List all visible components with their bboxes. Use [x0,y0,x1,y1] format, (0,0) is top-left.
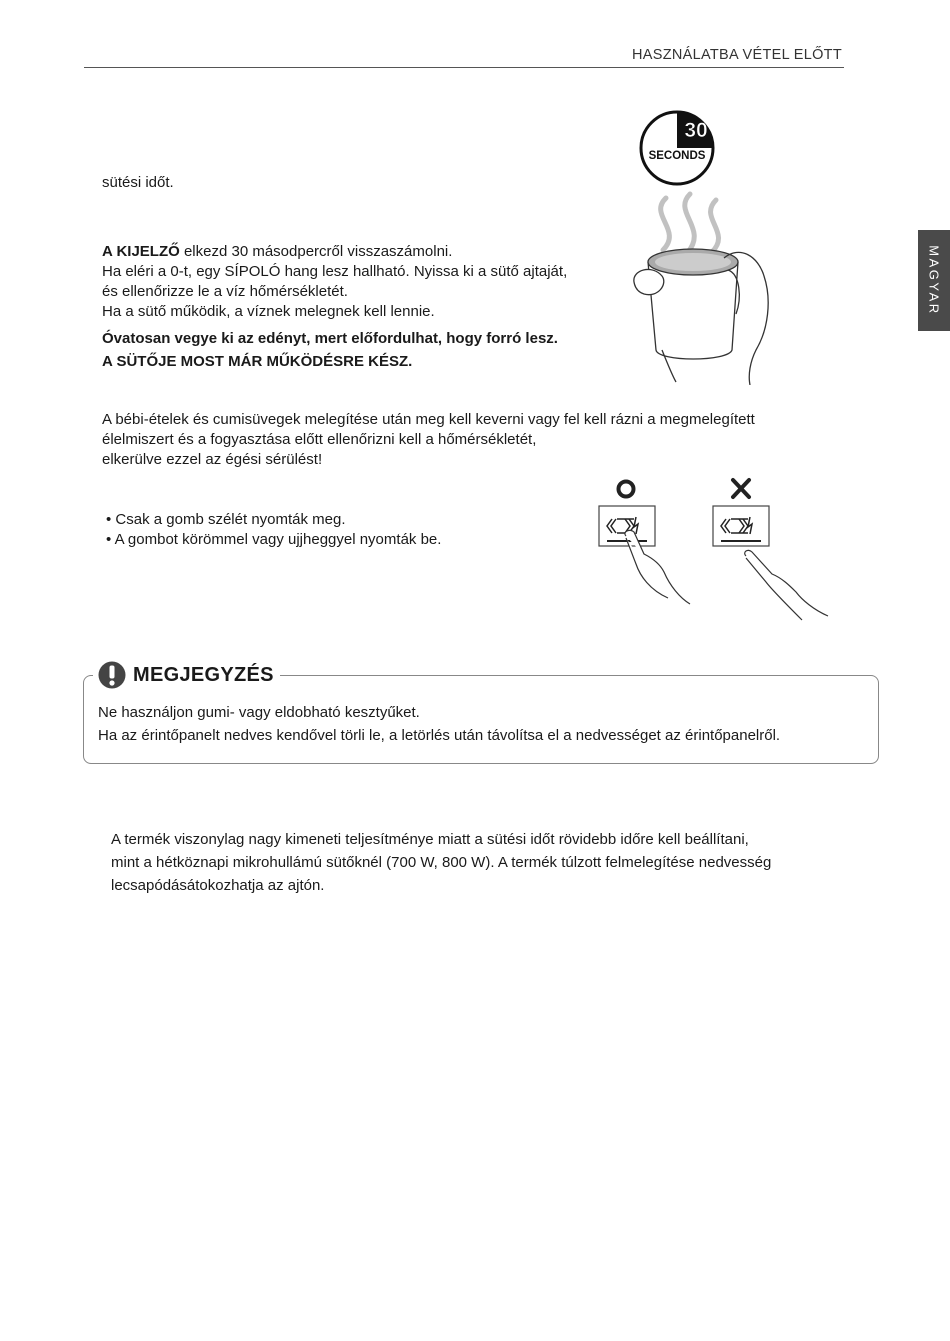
note-header [93,660,280,690]
oven-ready-text: A SÜTŐJE MOST MÁR MŰKÖDÉSRE KÉSZ. [102,353,413,370]
section3-line2: élelmiszert és a fogyasztása előtt ellenőrizni kell a hőmérsékletét, [102,431,537,448]
note-body [98,701,868,747]
timer-number: 30 [684,119,708,142]
correct-mark-icon [619,482,634,497]
incorrect-mark-icon [733,480,749,497]
exclamation-icon [97,660,127,690]
display-label: A KIJELZŐ [102,243,180,260]
bullet-list [106,510,441,550]
section2-line3: és ellenőrizze le a víz hőmérsékletét. [102,283,348,300]
header-divider [84,67,844,68]
note-line1: Ne használjon gumi- vagy eldobható kesztyűket. [98,704,420,721]
section2-line2: Ha eléri a 0-t, egy SÍPOLÓ hang lesz hallható. Nyissa ki a sütő ajtaját, [102,263,568,280]
timer-label: SECONDS [648,150,706,162]
page-header-title: HASZNÁLATBA VÉTEL ELŐTT [632,47,842,63]
note-title: MEGJEGYZÉS [133,663,274,686]
hot-dish-warning: Óvatosan vegye ki az edényt, mert előfordulhat, hogy forró lesz. [102,330,558,347]
section2-line4: Ha a sütő működik, a víznek melegnek kell lennie. [102,303,435,320]
language-side-tab [918,230,950,331]
section4-block [111,828,871,897]
section2-line1 [102,242,622,262]
section3-block [102,410,842,470]
bullet-item: • Csak a gomb szélét nyomták meg. [106,511,346,528]
section4-line1: A termék viszonylag nagy kimeneti teljesítménye miatt a sütési időt rövidebb időre kell beállítani, [111,831,749,848]
section3-line1: A bébi-ételek és cumisüvegek melegítése után meg kell keverni vagy fel kell rázni a megmelegített [102,411,755,428]
language-tab-label: MAGYAR [926,245,942,316]
section4-line3: lecsapódásátokozhatja az ajtón. [111,877,325,894]
hot-cup-hand-illustration [628,190,776,385]
timer-30-seconds-icon [636,106,722,188]
section2-block [102,242,622,372]
note-line2: Ha az érintőpanelt nedves kendővel törli le, a letörlés után távolítsa el a nedvességet az érintőpanelről. [98,727,781,744]
button-press-illustration [592,474,842,626]
bullet-item: • A gombot körömmel vagy ujjheggyel nyomták be. [106,531,442,548]
section2-line1-rest: elkezd 30 másodpercről visszaszámolni. [179,243,453,260]
section4-line2: mint a hétköznapi mikrohullámú sütőknél (700 W, 800 W). A termék túlzott felmelegítése nedvesség [111,854,772,871]
section3-line3: elkerülve ezzel az égési sérülést! [102,451,323,468]
section1-text: sütési időt. [102,174,174,191]
